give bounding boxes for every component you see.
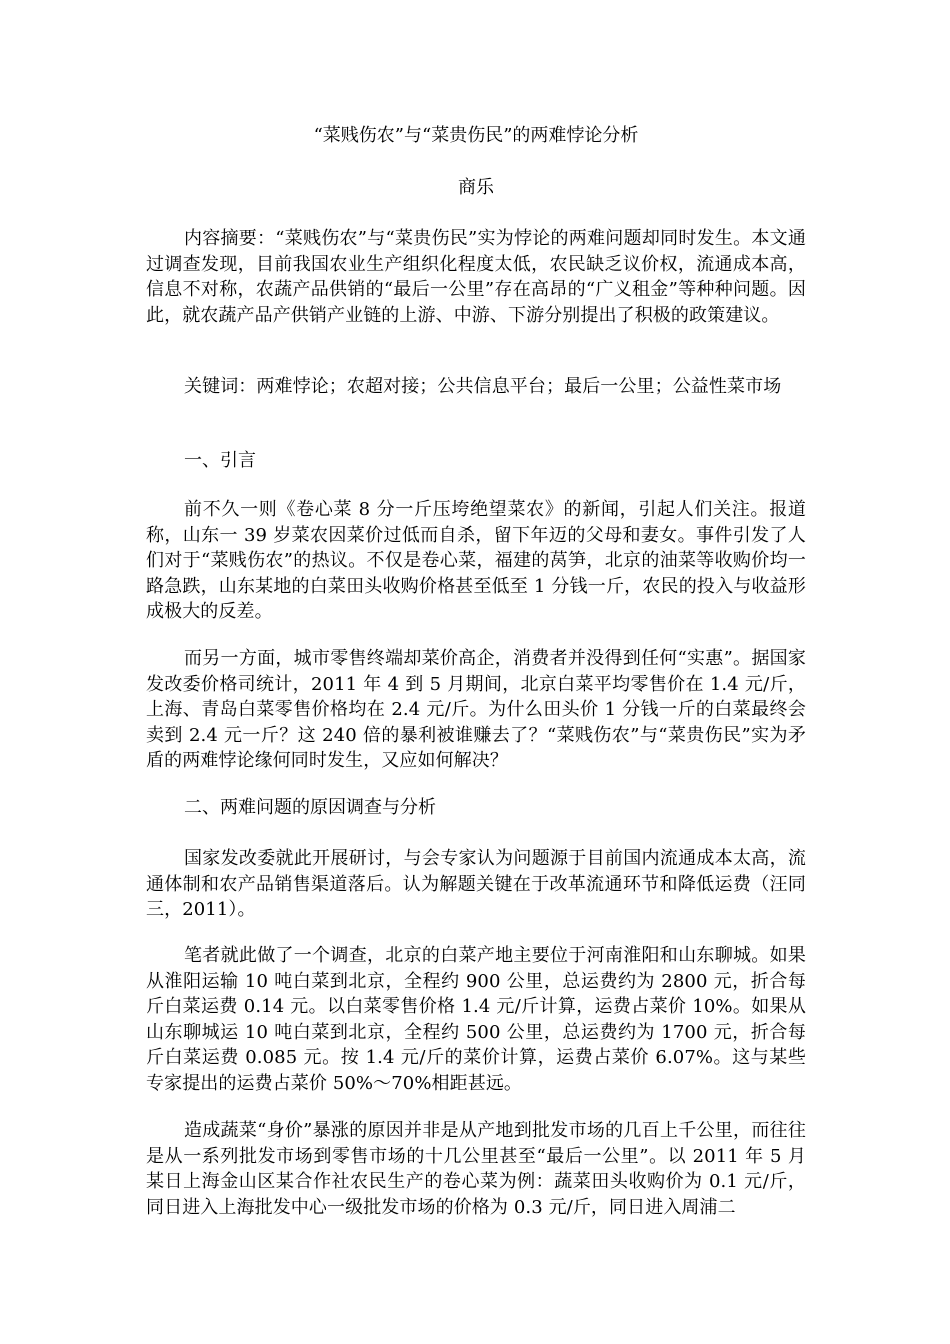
document-title: “菜贱伤农”与“菜贵伤民”的两难悖论分析	[313, 125, 639, 146]
intro-paragraph-2: 而另一方面，城市零售终端却菜价高企，消费者并没得到任何“实惠”。据国家发改委价格司统计，2011 年 4 到 5 月期间，北京白菜平均零售价在 1.4 元/斤，上海、青岛白菜零售价格均在 2.4 元/斤。为什么田头价 1 分钱一斤的白菜最终会卖到 2.4 元一斤？这 240 倍的暴利被谁赚去了？“菜贱伤农”与“菜贵伤民”实为矛盾的两难悖论缘何同时发生，又应如何解决？	[146, 648, 806, 771]
analysis-paragraph-1: 国家发改委就此开展研讨，与会专家认为问题源于目前国内流通成本太高，流通体制和农产品销售渠道落后。认为解题关键在于改革流通环节和降低运费（汪同三，2011）。	[146, 848, 806, 920]
keywords-paragraph: 关键词：两难悖论；农超对接；公共信息平台；最后一公里；公益性菜市场	[184, 376, 782, 397]
author-name: 商乐	[458, 177, 494, 198]
section-heading-analysis: 二、两难问题的原因调查与分析	[184, 797, 436, 818]
intro-paragraph-1: 前不久一则《卷心菜 8 分一斤压垮绝望菜农》的新闻，引起人们关注。报道称，山东一 39 岁菜农因菜价过低而自杀，留下年迈的父母和妻女。事件引发了人们对于“菜贱伤农”的热议。不仅是卷心菜，福建的莴笋，北京的油菜等收购价均一路急跌，山东某地的白菜田头收购价格甚至低至 1 分钱一斤，农民的投入与收益形成极大的反差。	[146, 499, 806, 622]
analysis-paragraph-3: 造成蔬菜“身价”暴涨的原因并非是从产地到批发市场的几百上千公里，而往往是从一系列批发市场到零售市场的十几公里甚至“最后一公里”。以 2011 年 5 月某日上海金山区某合作社农民生产的卷心菜为例：蔬菜田头收购价为 0.1 元/斤，同日进入上海批发中心一级批发市场的价格为 0.3 元/斤，同日进入周浦二	[146, 1120, 806, 1218]
abstract-paragraph: 内容摘要：“菜贱伤农”与“菜贵伤民”实为悖论的两难问题却同时发生。本文通过调查发现，目前我国农业生产组织化程度太低，农民缺乏议价权，流通成本高，信息不对称，农蔬产品供销的“最后一公里”存在高昂的“广义租金”等种种问题。因此，就农蔬产品产供销产业链的上游、中游、下游分别提出了积极的政策建议。	[146, 228, 806, 326]
section-heading-introduction: 一、引言	[184, 450, 256, 471]
analysis-paragraph-2: 笔者就此做了一个调查，北京的白菜产地主要位于河南淮阳和山东聊城。如果从淮阳运输 10 吨白菜到北京，全程约 900 公里，总运费约为 2800 元，折合每斤白菜运费 0.14 元。以白菜零售价格 1.4 元/斤计算，运费占菜价 10%。如果从山东聊城运 10 吨白菜到北京，全程约 500 公里，总运费约为 1700 元，折合每斤白菜运费 0.085 元。按 1.4 元/斤的菜价计算，运费占菜价 6.07%。这与某些专家提出的运费占菜价 50%～70%相距甚远。	[146, 945, 806, 1094]
